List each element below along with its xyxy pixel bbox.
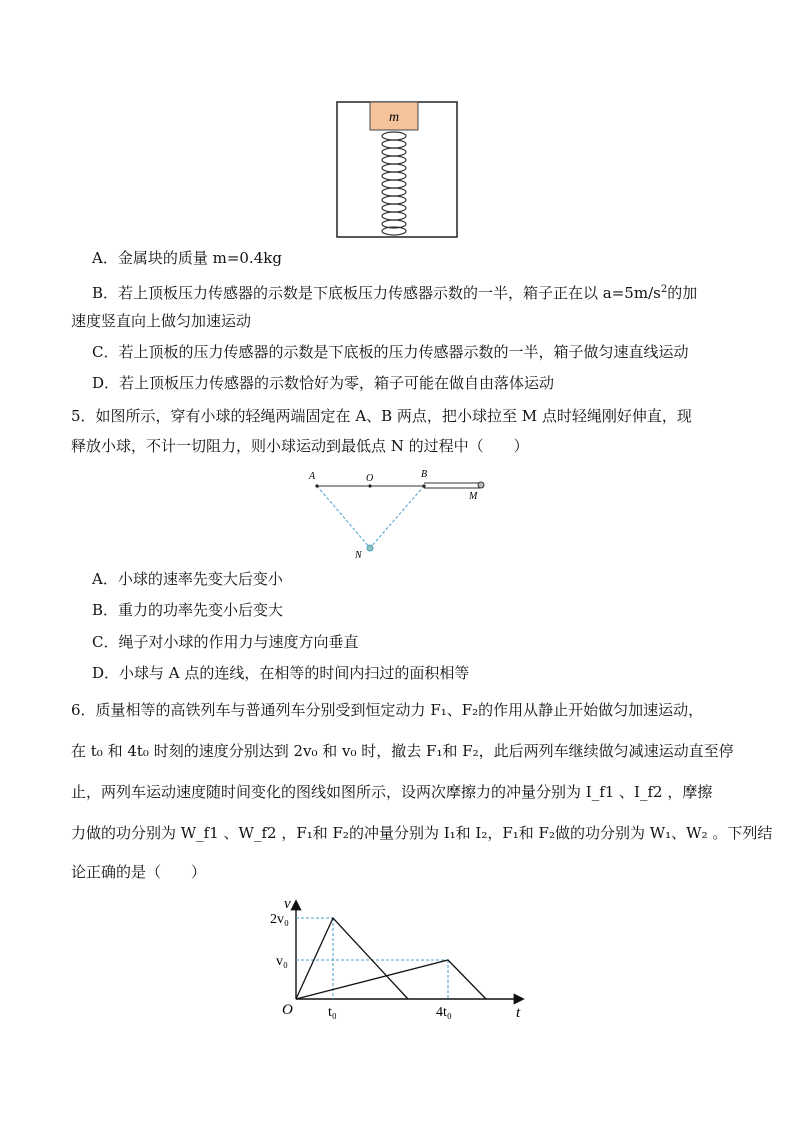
mass-label: m [388,110,400,125]
q5-stem-line1: 5．如图所示，穿有小球的轻绳两端固定在 A、B 两点，把小球拉至 M 点时轻绳刚好伸直，现 [71,407,692,425]
q5-option-b: B．重力的功率先变小后变大 [92,601,284,619]
q5-option-a: A．小球的速率先变大后变小 [92,570,283,588]
rope-dashed-left [317,486,370,548]
label-o: O [366,473,374,484]
spring-box-figure [330,98,465,243]
q5-option-c: C．绳子对小球的作用力与速度方向垂直 [92,633,359,651]
v-axis-label: v [284,896,291,912]
rope-dashed-right [370,486,424,548]
label-b: B [421,469,428,480]
point-a [315,484,318,487]
q6-stem-line5: 论正确的是（ ） [71,863,207,881]
origin-label: O [282,1002,293,1018]
q6-stem-line1: 6．质量相等的高铁列车与普通列车分别受到恒定动力 F₁、F₂的作用从静止开始做匀加速运动， [71,701,704,719]
tick-v0: v₀ [276,954,288,969]
label-a: A [309,471,316,482]
q6-stem-line3: 止，两列车运动速度随时间变化的图线如图所示，设两次摩擦力的冲量分别为 I_f1 、I_f2 ，摩擦 [71,783,713,801]
tick-t0: t₀ [328,1005,337,1020]
q4-option-b-line1: B．若上顶板压力传感器的示数是下底板压力传感器示数的一半，箱子正在以 $a=5m/s^2$的加 [92,284,698,302]
ball-n [367,545,373,551]
line-ordinary-train [296,960,486,999]
t-axis-label: t [516,1005,521,1021]
label-m: M [469,491,478,502]
q4-option-a: A．金属块的质量 m=0.4kg [92,249,282,267]
q4-option-d: D．若上顶板压力传感器的示数恰好为零，箱子可能在做自由落体运动 [92,374,555,392]
line-high-speed-train [296,918,408,999]
tick-4t0: 4t₀ [436,1005,452,1020]
label-n: N [355,550,362,561]
tick-2v0: 2v₀ [270,912,289,927]
q6-stem-line2: 在 t₀ 和 4t₀ 时刻的速度分别达到 2v₀ 和 v₀ 时，撤去 F₁和 F₂，此后两列车继续做匀减速运动直至停 [71,742,734,760]
point-b [422,484,425,487]
q4-option-c: C．若上顶板的压力传感器的示数是下底板的压力传感器示数的一半，箱子做匀速直线运动 [92,343,689,361]
q4-option-b-line2: 速度竖直向上做匀加速运动 [71,312,252,330]
velocity-time-graph [270,892,535,1022]
q5-stem-line2: 释放小球，不计一切阻力，则小球运动到最低点 N 的过程中（ ） [71,437,529,455]
rope-ball-figure [300,465,500,565]
ball-m [478,482,484,488]
q5-option-d: D．小球与 A 点的连线，在相等的时间内扫过的面积相等 [92,664,470,682]
point-o [368,484,371,487]
q6-stem-line4: 力做的功分别为 W_f1 、W_f2 ，F₁和 F₂的冲量分别为 I₁和 I₂，F₁和 F₂做的功分别为 W₁、W₂ 。下列结 [71,824,773,842]
